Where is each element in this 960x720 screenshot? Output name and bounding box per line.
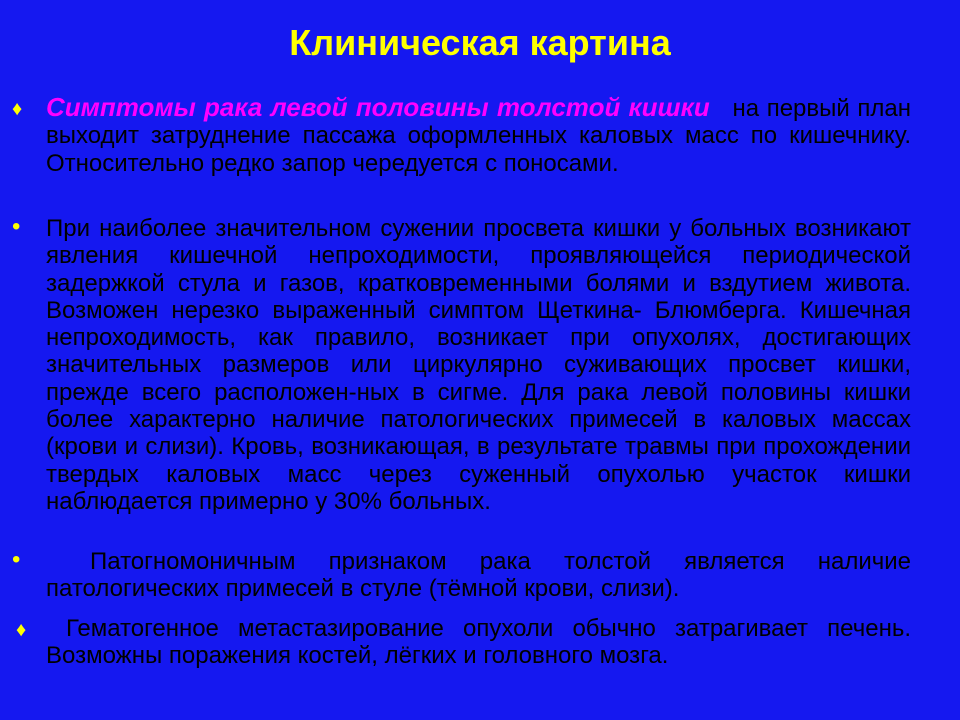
bullet-text: При наиболее значительном сужении просвета кишки у больных возникают явления кишечной непроходимости, проявляющейся периодической задержкой стула и газов, кратковременными болями и вздутием живота. Возможен нерезко выраженный симптом Щеткина- Блюмберга. Кишечная непроходимость, как правило, возникает при опухолях, достигающих значительных размеров или циркулярно суживающих просвет кишки, прежде всего расположен-ных в сигме. Для рака левой половины кишки более характерно наличие патологических примесей в каловых массах (крови и слизи). Кровь, возникающая, в результате травмы при прохождении твердых каловых масс через суженный опухолью участок кишки наблюдается примерно у 30% больных. xyxy=(46,215,911,515)
bullet-body: на первый план выходит затруднение пассажа оформленных каловых масс по кишечнику. Относительно редко запор чередуется с поносами. xyxy=(46,95,911,177)
dot-bullet-icon: • xyxy=(12,546,21,573)
bullet-text xyxy=(46,548,911,603)
bullet-body: Патогномоничным признаком рака толстой является наличие патологических примесей в стуле (тёмной крови, слизи). xyxy=(46,548,911,603)
dot-bullet-icon: • xyxy=(12,213,21,240)
bullet-body: Гематогенное метастазирование опухоли обычно затрагивает печень. Возможны поражения костей, лёгких и головного мозга. xyxy=(46,615,911,670)
bullet-lead: Симптомы рака левой половины толстой кишки xyxy=(46,92,710,122)
bullet-text xyxy=(46,615,911,670)
diamond-bullet-icon: ♦ xyxy=(12,98,23,120)
diamond-bullet-icon: ♦ xyxy=(16,619,27,641)
bullet-text xyxy=(46,94,911,177)
slide-title: Клиническая картина xyxy=(289,22,671,63)
